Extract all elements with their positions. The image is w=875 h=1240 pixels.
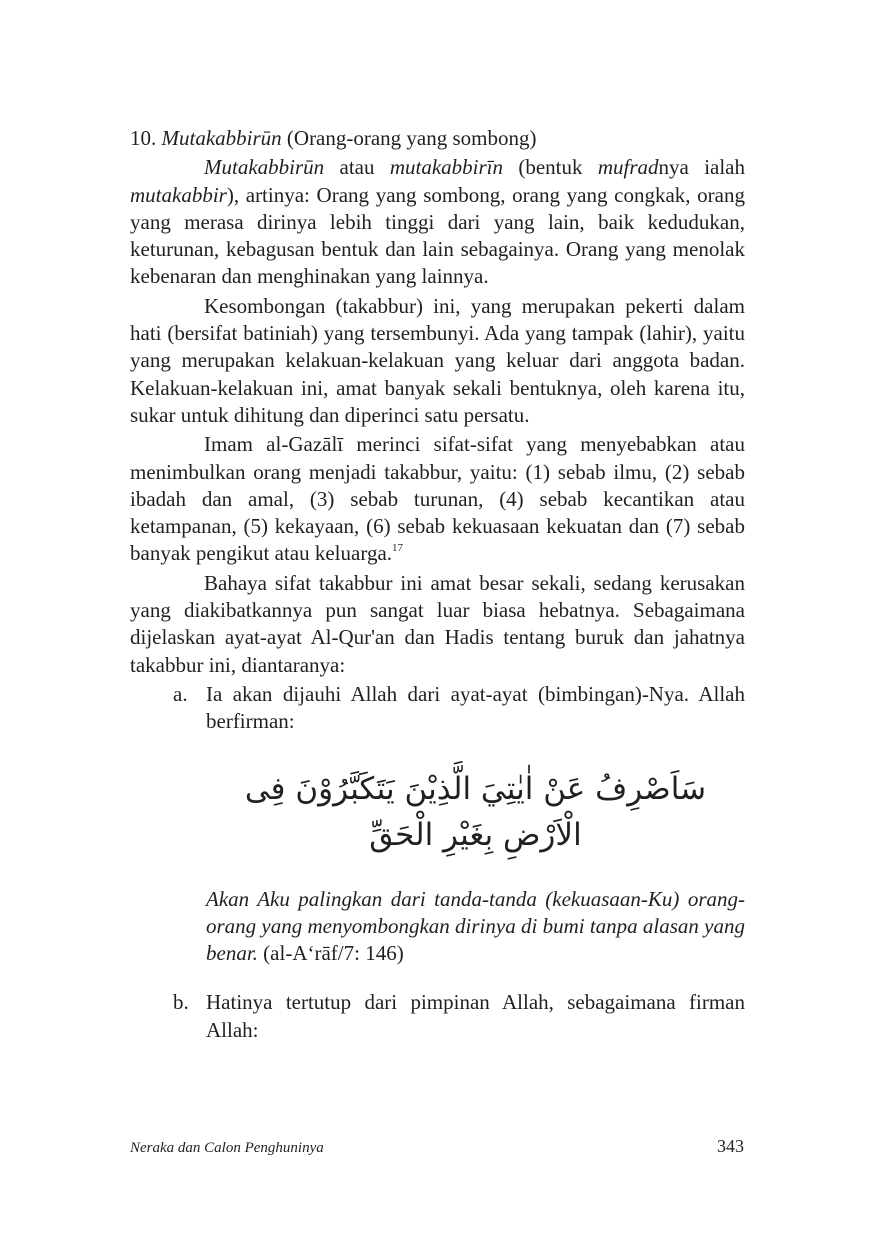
paragraph-al-gazali: Imam al-Gazālī merinci sifat-sifat yang menyebabkan atau menimbulkan orang menjadi takabbur, yaitu: (1) sebab ilmu, (2) sebab ibadah dan amal, (3) sebab turunan, (4) sebab kecantikan atau ketampanan, (5) kekayaan, (6) sebab kekuasaan kekuatan dan (7) sebab banyak pengikut atau keluarga.$^{17}$ [130, 432, 745, 566]
paragraph-definition: Mutakabbirūn atau mutakabbirīn (bentuk mufradnya ialah mutakabbir), artinya: Orang yang sombong, orang yang congkak, orang yang merasa dirinya lebih tinggi dari yang lain, baik kedudukan, keturunan, kebagusan bentuk dan lain sebagainya. Orang yang menolak kebenaran dan menghinakan yang lainnya. [130, 155, 746, 289]
term-mutakabbirun: Mutakabbirūn [204, 155, 325, 180]
list-item-text: Hatinya tertutup dari pimpinan Allah, sebagaimana firman Allah: [206, 990, 745, 1042]
section-gloss: (Orang-orang yang sombong) [286, 126, 537, 150]
paragraph-kesombongan: Kesombongan (takabbur) ini, yang merupakan pekerti dalam hati (bersifat batiniah) yang tersembunyi. Ada yang tampak (lahir), yaitu yang merupakan kelakuan-kelakuan yang keluar dari anggota badan. Kelakuan-kelakuan ini, amat banyak sekali bentuknya, oleh karena itu, sukar untuk dihitung dan diperinci satu persatu. [130, 293, 745, 427]
term-mutakabbir: mutakabbir [130, 182, 227, 207]
paragraph-bahaya: Bahaya sifat takabbur ini amat besar sekali, sedang kerusakan yang diakibatkannya pun sangat luar biasa hebatnya. Sebagaimana dijelaskan ayat-ayat Al-Qur'an dan Hadis tentang buruk dan jahatnya takabbur ini, diantaranya: [130, 570, 745, 677]
footer-book-title: Neraka dan Calon Penghuninya [130, 1140, 324, 1156]
section-heading [130, 125, 745, 152]
quran-verse-arabic: سَاَصْرِفُ عَنْ اٰيٰتِيَ الَّذِيْنَ يَتَكَبَّرُوْنَ فِى الْاَرْضِ بِغَيْرِ الْحَقِّ [244, 770, 707, 853]
list-item-text: Ia akan dijauhi Allah dari ayat-ayat (bimbingan)-Nya. Allah berfirman: [206, 681, 745, 734]
footnote-marker: 17 [392, 542, 404, 555]
term-mufrad: mufrad [597, 155, 659, 180]
main-text-block [130, 125, 745, 1044]
term-mutakabbirin: mutakabbirīn [389, 155, 503, 180]
consequence-list [130, 681, 745, 1044]
section-term: Mutakabbirūn [161, 126, 282, 150]
section-number: 10. [130, 126, 157, 150]
verse-translation: Akan Aku palingkan dari tanda-tanda (kekuasaan-Ku) orang-orang yang menyombongkan dirinya di bumi tanpa alasan yang benar. (al-A‘rāf/7: 146) [206, 886, 745, 966]
verse-reference: (al-A‘rāf/7: 146) [257, 941, 404, 966]
page-number: 343 [717, 1136, 744, 1156]
list-marker: a. [173, 681, 188, 706]
list-item-b [130, 989, 745, 1044]
list-item-a [130, 681, 745, 967]
list-marker: b. [173, 990, 189, 1015]
